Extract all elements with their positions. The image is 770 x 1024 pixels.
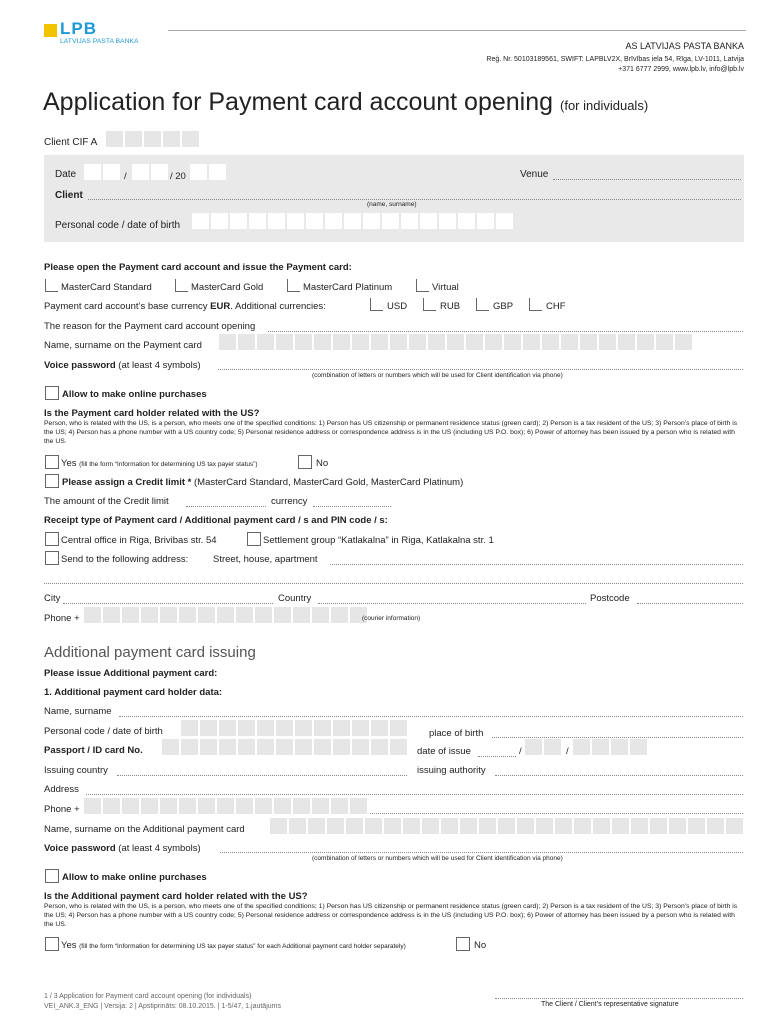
currency-checkbox[interactable] — [370, 298, 383, 311]
name-on-card-box[interactable] — [504, 334, 521, 350]
card-type-virtual: Virtual — [432, 282, 459, 293]
personal-code-box[interactable] — [325, 213, 342, 229]
add-passport-label: Passport / ID card No. — [44, 745, 143, 756]
voice-password-hint: (combination of letters or numbers which will be used for Client identification via phone) — [312, 372, 563, 379]
personal-code-box[interactable] — [249, 213, 266, 229]
page-title-main: Application for Payment card account opening — [43, 88, 554, 116]
add-personal-code-box[interactable] — [333, 720, 350, 736]
personal-code-box[interactable] — [382, 213, 399, 229]
add-name-on-card-box[interactable] — [593, 818, 610, 834]
add-phone-boxes — [84, 798, 374, 816]
page-title — [43, 90, 648, 115]
add-passport-box[interactable] — [276, 739, 293, 755]
date-day-box[interactable] — [84, 164, 101, 180]
add-name-on-card-box[interactable] — [327, 818, 344, 834]
add-place-of-birth-field[interactable] — [492, 737, 743, 738]
add-name-on-card-boxes — [270, 818, 750, 836]
add-name-on-card-box[interactable] — [612, 818, 629, 834]
date-year-prefix: / 20 — [170, 171, 186, 182]
add-personal-code-box[interactable] — [314, 720, 331, 736]
add-us-no-checkbox[interactable] — [456, 937, 470, 951]
add-personal-code-boxes — [181, 720, 421, 738]
add-issuing-authority-field[interactable] — [495, 775, 743, 776]
add-online-purchases-label: Allow to make online purchases — [62, 872, 207, 883]
add-personal-code-box[interactable] — [257, 720, 274, 736]
add-phone-box[interactable] — [160, 798, 177, 814]
name-on-card-box[interactable] — [295, 334, 312, 350]
street-field[interactable] — [330, 564, 743, 565]
receipt-settlement-checkbox[interactable] — [247, 532, 261, 546]
add-personal-code-label: Personal code / date of birth — [44, 726, 163, 737]
receipt-send-checkbox[interactable] — [45, 551, 59, 565]
city-field[interactable] — [63, 603, 273, 604]
phone-box[interactable] — [103, 607, 120, 623]
add-name-on-card-box[interactable] — [517, 818, 534, 834]
client-label: Client — [55, 190, 83, 201]
name-on-card-box[interactable] — [466, 334, 483, 350]
currency-checkbox[interactable] — [529, 298, 542, 311]
phone-box[interactable] — [312, 607, 329, 623]
add-name-on-card-box[interactable] — [289, 818, 306, 834]
currency-checkbox[interactable] — [423, 298, 436, 311]
cif-box[interactable] — [144, 131, 161, 147]
add-name-on-card-box[interactable] — [441, 818, 458, 834]
personal-code-box[interactable] — [401, 213, 418, 229]
date-day-box[interactable] — [103, 164, 120, 180]
add-name-field[interactable] — [119, 716, 743, 717]
client-name-hint: (name, surname) — [367, 201, 417, 208]
credit-limit-label — [62, 478, 463, 488]
us-no-label: No — [316, 458, 329, 469]
personal-code-box[interactable] — [306, 213, 323, 229]
add-date-year-box[interactable] — [630, 739, 647, 755]
us-relation-text: Person, who is related with the US, is a person, who meets one of the specified conditions: 1) Person has US citizenship or permanent residence status (green card); 2) Person is a tax resident of the US; 3) Person’s place of birth is the US; 4) Person has a phone number with a US country code; 5) Personal residence address or correspondence address is in the US (including US P.O. box); 6) Power of attorney has been issued by a person who is related with the US. — [44, 420, 738, 446]
add-issuing-country-label: Issuing country — [44, 765, 108, 776]
us-yes-hint: (fill the form “Information for determining US tax payer status”) — [79, 461, 258, 468]
add-passport-box[interactable] — [219, 739, 236, 755]
add-passport-box[interactable] — [390, 739, 407, 755]
add-passport-box[interactable] — [333, 739, 350, 755]
personal-code-box[interactable] — [458, 213, 475, 229]
additional-please-issue: Please issue Additional payment card: — [44, 668, 218, 679]
add-date-of-issue-label: date of issue — [417, 746, 471, 757]
phone-box[interactable] — [255, 607, 272, 623]
date-slash: / — [124, 171, 127, 182]
postcode-field[interactable] — [637, 603, 743, 604]
add-place-of-birth-label: place of birth — [429, 728, 484, 739]
personal-code-box[interactable] — [420, 213, 437, 229]
voice-password-label-rest: (at least 4 symbols) — [115, 360, 201, 371]
currency-gbp: GBP — [493, 301, 514, 312]
page-title-sub: (for individuals) — [560, 98, 649, 113]
add-date-month-box[interactable] — [525, 739, 542, 755]
receipt-send-label: Send to the following address: — [61, 554, 189, 565]
add-us-yes-hint: (fill the form “Information for determining US tax payer status” for each Additional payment card holder separately) — [79, 943, 406, 950]
add-phone-box[interactable] — [331, 798, 348, 814]
card-type-checkbox[interactable] — [175, 279, 188, 292]
name-on-card-label: Name, surname on the Payment card — [44, 340, 202, 351]
add-voice-password-label-bold: Voice password — [44, 843, 116, 854]
credit-limit-label-rest: (MasterCard Standard, MasterCard Gold, MasterCard Platinum) — [191, 477, 464, 488]
signature-line[interactable] — [495, 998, 743, 999]
phone-hint: (courier information) — [362, 615, 421, 622]
add-name-on-card-box[interactable] — [669, 818, 686, 834]
add-phone-box[interactable] — [179, 798, 196, 814]
add-name-on-card-box[interactable] — [536, 818, 553, 834]
receipt-settlement-label: Settlement group “Katlakalna” in Riga, Katlakalna str. 1 — [263, 535, 494, 546]
add-name-on-card-box[interactable] — [498, 818, 515, 834]
add-name-on-card-box[interactable] — [688, 818, 705, 834]
name-on-card-boxes — [219, 334, 689, 352]
add-name-on-card-box[interactable] — [460, 818, 477, 834]
add-issuing-country-field[interactable] — [117, 775, 407, 776]
add-phone-box[interactable] — [198, 798, 215, 814]
us-relation-heading: Is the Payment card holder related with the US? — [44, 408, 260, 419]
add-passport-box[interactable] — [295, 739, 312, 755]
date-year-box[interactable] — [190, 164, 207, 180]
add-name-on-card-box[interactable] — [726, 818, 743, 834]
add-phone-label: Phone + — [44, 804, 80, 815]
country-field[interactable] — [318, 603, 586, 604]
cif-box[interactable] — [106, 131, 123, 147]
add-passport-box[interactable] — [257, 739, 274, 755]
currency-rub: RUB — [440, 301, 461, 312]
add-address-field[interactable] — [86, 794, 743, 795]
add-name-on-card-box[interactable] — [270, 818, 287, 834]
name-on-card-box[interactable] — [352, 334, 369, 350]
add-passport-box[interactable] — [352, 739, 369, 755]
add-passport-box[interactable] — [371, 739, 388, 755]
phone-box[interactable] — [217, 607, 234, 623]
add-date-year-box[interactable] — [592, 739, 609, 755]
add-personal-code-box[interactable] — [276, 720, 293, 736]
phone-boxes — [84, 607, 364, 625]
us-yes — [61, 459, 258, 469]
add-voice-password-field[interactable] — [220, 852, 743, 853]
add-phone-box[interactable] — [141, 798, 158, 814]
currency-base: EUR — [210, 301, 231, 312]
add-passport-box[interactable] — [314, 739, 331, 755]
add-passport-box[interactable] — [238, 739, 255, 755]
add-passport-boxes — [162, 739, 412, 757]
receipt-central-checkbox[interactable] — [45, 532, 59, 546]
date-year-box[interactable] — [209, 164, 226, 180]
add-name-on-card-box[interactable] — [707, 818, 724, 834]
reason-field[interactable] — [268, 331, 743, 332]
header-rule — [168, 30, 746, 31]
additional-heading: Additional payment card issuing — [44, 644, 256, 661]
add-name-on-card-box[interactable] — [403, 818, 420, 834]
add-phone-box[interactable] — [312, 798, 329, 814]
add-name-on-card-box[interactable] — [308, 818, 325, 834]
add-date-year-box[interactable] — [611, 739, 628, 755]
name-on-card-box[interactable] — [447, 334, 464, 350]
name-on-card-box[interactable] — [599, 334, 616, 350]
name-on-card-box[interactable] — [371, 334, 388, 350]
add-personal-code-box[interactable] — [219, 720, 236, 736]
bank-logo — [44, 20, 174, 48]
address-line-field[interactable] — [44, 583, 743, 584]
name-on-card-box[interactable] — [390, 334, 407, 350]
phone-box[interactable] — [236, 607, 253, 623]
cif-box[interactable] — [125, 131, 142, 147]
receipt-heading: Receipt type of Payment card / Additional payment card / s and PIN code / s: — [44, 515, 388, 526]
phone-box[interactable] — [179, 607, 196, 623]
cif-box[interactable] — [182, 131, 199, 147]
currency-usd: USD — [387, 301, 408, 312]
name-on-card-box[interactable] — [257, 334, 274, 350]
name-on-card-box[interactable] — [580, 334, 597, 350]
bank-registration: Reģ. Nr. 50103189561, SWIFT: LAPBLV2X, Brīvības iela 54, Rīga, LV-1011, Latvija — [486, 56, 744, 63]
phone-box[interactable] — [141, 607, 158, 623]
logo-yellow-square — [44, 24, 57, 37]
date-month-box[interactable] — [151, 164, 168, 180]
name-on-card-box[interactable] — [428, 334, 445, 350]
add-personal-code-box[interactable] — [200, 720, 217, 736]
add-passport-box[interactable] — [162, 739, 179, 755]
credit-currency-field[interactable] — [313, 506, 391, 507]
personal-code-box[interactable] — [344, 213, 361, 229]
add-phone-box[interactable] — [122, 798, 139, 814]
name-on-card-box[interactable] — [675, 334, 692, 350]
receipt-central-label: Central office in Riga, Brivibas str. 54 — [61, 535, 217, 546]
phone-box[interactable] — [331, 607, 348, 623]
cif-box[interactable] — [163, 131, 180, 147]
card-type-platinum: MasterCard Platinum — [303, 282, 393, 293]
add-voice-password-hint: (combination of letters or numbers which will be used for Client identification via phone) — [312, 855, 563, 862]
name-on-card-box[interactable] — [219, 334, 236, 350]
credit-limit-checkbox[interactable] — [45, 474, 59, 488]
card-type-gold: MasterCard Gold — [191, 282, 264, 293]
us-yes-label: Yes — [61, 458, 77, 469]
card-heading: Please open the Payment card account and issue the Payment card: — [44, 262, 352, 273]
additional-holder-data: 1. Additional payment card holder data: — [44, 687, 223, 698]
phone-box[interactable] — [84, 607, 101, 623]
add-name-on-card-box[interactable] — [479, 818, 496, 834]
name-on-card-box[interactable] — [542, 334, 559, 350]
signature-label: The Client / Client’s representative signature — [541, 1001, 679, 1008]
currency-label-text2: . Additional currencies: — [230, 301, 326, 312]
country-label: Country — [278, 593, 312, 604]
personal-code-box[interactable] — [192, 213, 209, 229]
add-phone-box[interactable] — [84, 798, 101, 814]
name-on-card-box[interactable] — [314, 334, 331, 350]
card-type-checkbox[interactable] — [287, 279, 300, 292]
add-name-on-card-box[interactable] — [422, 818, 439, 834]
currency-chf: CHF — [546, 301, 566, 312]
personal-code-box[interactable] — [211, 213, 228, 229]
voice-password-label — [44, 361, 201, 371]
date-month-box[interactable] — [132, 164, 149, 180]
credit-limit-label-bold: Please assign a Credit limit * — [62, 477, 192, 488]
add-us-yes-checkbox[interactable] — [45, 937, 59, 951]
add-phone-box[interactable] — [103, 798, 120, 814]
name-on-card-box[interactable] — [409, 334, 426, 350]
add-us-yes — [61, 941, 406, 951]
name-on-card-box[interactable] — [637, 334, 654, 350]
add-us-relation-heading: Is the Additional payment card holder related with the US? — [44, 891, 308, 902]
add-name-on-card-box[interactable] — [574, 818, 591, 834]
add-us-yes-label: Yes — [61, 940, 77, 951]
add-us-no-label: No — [474, 940, 487, 951]
bank-contacts: +371 6777 2999, www.lpb.lv, info@lpb.lv — [618, 66, 744, 73]
us-no-checkbox[interactable] — [298, 455, 312, 469]
name-on-card-box[interactable] — [276, 334, 293, 350]
voice-password-label-bold: Voice password — [44, 360, 116, 371]
logo-subtitle: LATVIJAS PASTA BANKA — [60, 38, 139, 45]
add-date-slash: / — [519, 746, 522, 757]
add-name-label: Name, surname — [44, 706, 112, 717]
personal-code-box[interactable] — [268, 213, 285, 229]
credit-amount-label: The amount of the Credit limit — [44, 496, 169, 507]
reason-label: The reason for the Payment card account opening — [44, 321, 256, 332]
personal-code-box[interactable] — [496, 213, 513, 229]
bank-name: AS LATVIJAS PASTA BANKA — [625, 41, 744, 51]
footer-line-2: VEI_ANK.3_ENG | Versija: 2 | Apstiprināts: 08.10.2015. | 1-5/47, 1.jautājums — [44, 1003, 281, 1010]
personal-code-box[interactable] — [363, 213, 380, 229]
phone-box[interactable] — [122, 607, 139, 623]
date-label: Date — [55, 169, 77, 180]
currency-label — [44, 302, 326, 312]
credit-currency-label: currency — [271, 496, 308, 507]
personal-code-box[interactable] — [477, 213, 494, 229]
add-personal-code-box[interactable] — [295, 720, 312, 736]
venue-label: Venue — [520, 169, 549, 180]
name-on-card-box[interactable] — [656, 334, 673, 350]
add-personal-code-box[interactable] — [352, 720, 369, 736]
logo-brand: LPB — [60, 19, 97, 38]
add-name-on-card-box[interactable] — [555, 818, 572, 834]
personal-code-boxes — [192, 213, 522, 231]
add-personal-code-box[interactable] — [181, 720, 198, 736]
add-name-on-card-box[interactable] — [365, 818, 382, 834]
add-address-label: Address — [44, 784, 79, 795]
phone-box[interactable] — [160, 607, 177, 623]
add-phone-box[interactable] — [255, 798, 272, 814]
client-name-field[interactable] — [88, 199, 741, 200]
add-phone-box[interactable] — [293, 798, 310, 814]
add-voice-password-label-rest: (at least 4 symbols) — [115, 843, 201, 854]
cif-label: Client CIF A — [44, 137, 98, 148]
add-date-year-box[interactable] — [573, 739, 590, 755]
name-on-card-box[interactable] — [561, 334, 578, 350]
add-date-of-issue-day[interactable] — [478, 756, 516, 757]
add-us-relation-text: Person, who is related with the US, is a person, who meets one of the specified conditions: 1) Person has US citizenship or permanent residence status (green card); 2) Person is a tax resident of the US; 3) Person’s place of birth is the US; 4) Person has a phone number with a US country code; 5) Personal residence address or correspondence address is in the US (including US P.O. box); 6) Power of attorney has been issued by a person who is related with the US. — [44, 903, 738, 929]
online-purchases-checkbox[interactable] — [45, 386, 59, 400]
add-phone-box[interactable] — [350, 798, 367, 814]
add-personal-code-box[interactable] — [390, 720, 407, 736]
name-on-card-box[interactable] — [523, 334, 540, 350]
receipt-send-hint: Street, house, apartment — [213, 554, 318, 565]
add-issuing-authority-label: issuing authority — [417, 765, 486, 776]
phone-label: Phone + — [44, 613, 80, 624]
add-name-on-card-box[interactable] — [346, 818, 363, 834]
phone-box[interactable] — [198, 607, 215, 623]
currency-label-text: Payment card account’s base currency — [44, 301, 211, 312]
add-date-month-box[interactable] — [544, 739, 561, 755]
card-type-standard: MasterCard Standard — [61, 282, 152, 293]
add-name-on-card-box[interactable] — [631, 818, 648, 834]
add-personal-code-box[interactable] — [371, 720, 388, 736]
name-on-card-box[interactable] — [333, 334, 350, 350]
phone-box[interactable] — [274, 607, 291, 623]
currency-checkbox[interactable] — [476, 298, 489, 311]
personal-code-label: Personal code / date of birth — [55, 220, 181, 231]
add-personal-code-box[interactable] — [238, 720, 255, 736]
card-type-checkbox[interactable] — [416, 279, 429, 292]
add-online-purchases-checkbox[interactable] — [45, 869, 59, 883]
personal-code-box[interactable] — [287, 213, 304, 229]
phone-box[interactable] — [293, 607, 310, 623]
add-name-on-card-label: Name, surname on the Additional payment card — [44, 824, 245, 835]
add-phone-box[interactable] — [236, 798, 253, 814]
add-phone-line[interactable] — [370, 813, 743, 814]
online-purchases-label: Allow to make online purchases — [62, 389, 207, 400]
city-label: City — [44, 593, 61, 604]
name-on-card-box[interactable] — [618, 334, 635, 350]
add-name-on-card-box[interactable] — [650, 818, 667, 834]
us-yes-checkbox[interactable] — [45, 455, 59, 469]
add-phone-box[interactable] — [274, 798, 291, 814]
personal-code-box[interactable] — [439, 213, 456, 229]
credit-amount-field[interactable] — [186, 506, 266, 507]
personal-code-box[interactable] — [230, 213, 247, 229]
add-passport-box[interactable] — [181, 739, 198, 755]
add-name-on-card-box[interactable] — [384, 818, 401, 834]
name-on-card-box[interactable] — [238, 334, 255, 350]
add-phone-box[interactable] — [217, 798, 234, 814]
venue-field[interactable] — [553, 179, 741, 180]
add-date-slash: / — [566, 746, 569, 757]
voice-password-field[interactable] — [218, 369, 743, 370]
add-passport-box[interactable] — [200, 739, 217, 755]
card-type-checkbox[interactable] — [45, 279, 58, 292]
postcode-label: Postcode — [590, 593, 630, 604]
name-on-card-box[interactable] — [485, 334, 502, 350]
footer-line-1: 1 / 3 Application for Payment card account opening (for individuals) — [44, 993, 252, 1000]
add-voice-password-label — [44, 844, 201, 854]
